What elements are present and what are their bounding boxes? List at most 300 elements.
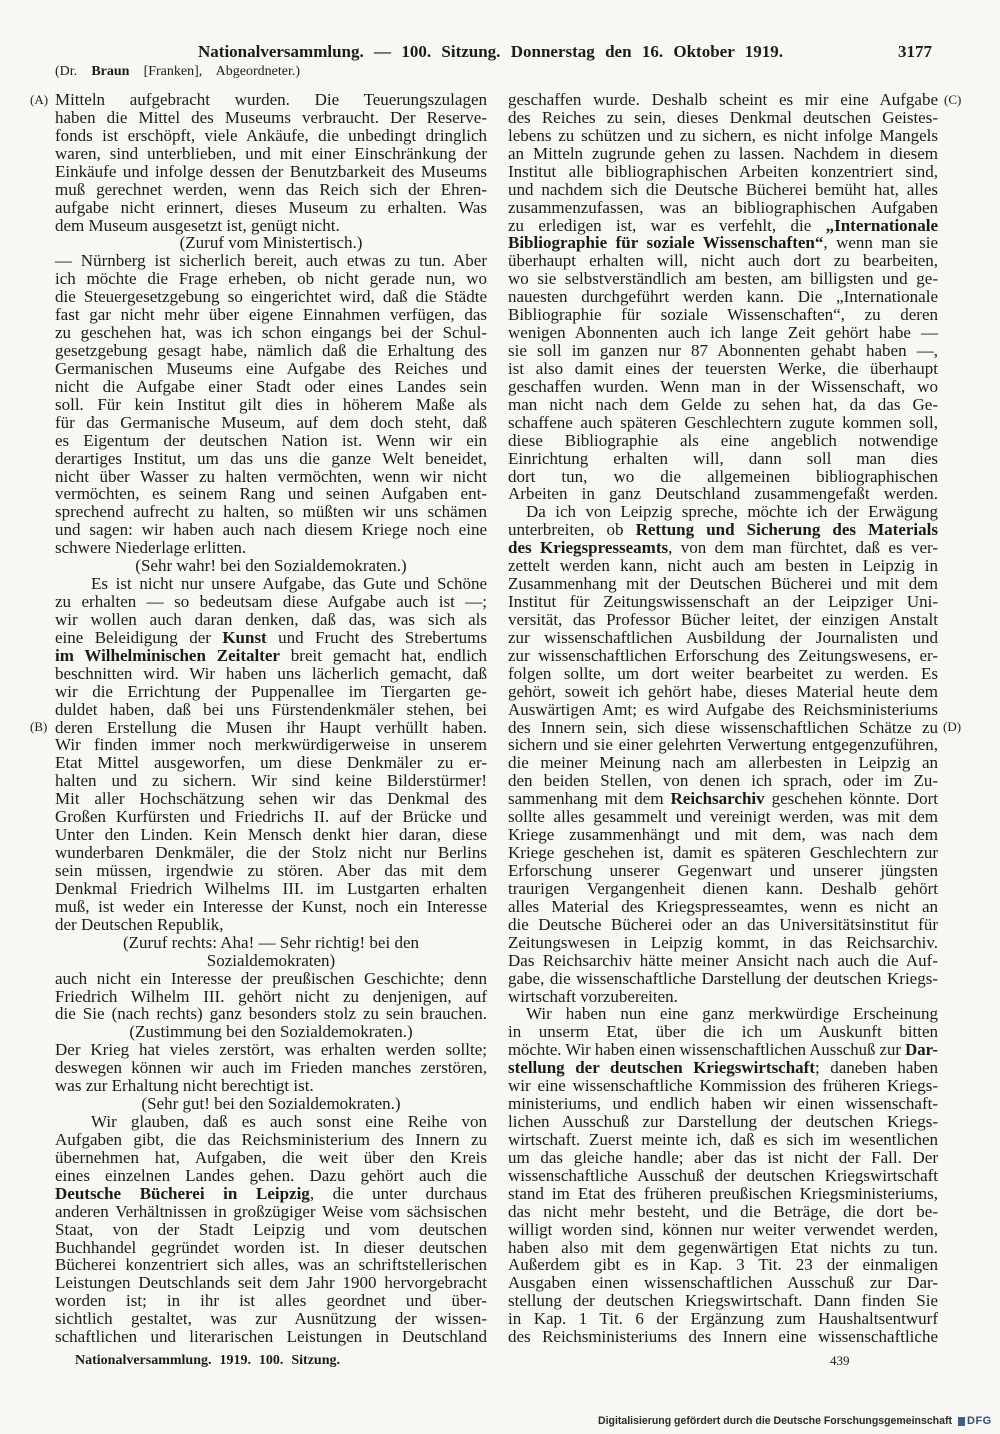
text-line [508, 593, 938, 611]
text-line [55, 790, 487, 808]
text-line-content: schaftlichen und literarischen Leistungen in Deutschland [55, 1327, 487, 1347]
text-line [55, 736, 487, 754]
text-line-content: sichtlich gestaltet, was zur Ausnützung der wissen- [55, 1309, 487, 1329]
bold-emphasis: Braun [91, 64, 130, 79]
speaker-note-text: (Dr. Braun [Franken], Abgeordneter.) [55, 64, 300, 79]
text-line [55, 503, 487, 521]
text-line [508, 503, 938, 521]
text-line [55, 916, 487, 934]
text-line-content: Mitteln aufgebracht wurden. Die Teuerungszulagen [55, 90, 487, 109]
text-line-content: lichen Ausschuß zur Darstellung der deutschen Kriegs- [508, 1112, 938, 1131]
text-line-content: Unter den Linden. Kein Mensch denkt hier daran, diese [55, 825, 487, 845]
text-line [55, 1292, 487, 1310]
text-line [55, 485, 487, 503]
text-line-content: eine Beleidigung der Kunst und Frucht des Strebertums [55, 627, 488, 647]
text-line [508, 432, 938, 450]
text-line-content: des Reichsministeriums des Innern eine wissenschaftliche [508, 1327, 938, 1347]
text-line-content: wir die Errichtung der Puppenallee im Tiergarten ge- [55, 681, 487, 701]
text-line-content: in unserm Etat, über die ich um Auskunft bitten [508, 1022, 938, 1042]
text-line [55, 1149, 487, 1167]
text-line [55, 862, 487, 880]
text-line [55, 557, 487, 575]
digitization-credit-text: Digitalisierung gefördert durch die Deutsche Forschungsgemeinschaft [598, 1415, 952, 1427]
text-line-content: Staat, von der Stadt Leipzig und vom deutschen [55, 1219, 487, 1239]
bold-emphasis: des Kriegspresseamts [508, 538, 669, 558]
bold-emphasis: im Wilhelminischen Zeitalter [55, 645, 280, 665]
text-line-content: des Kriegspresseamts, von dem man fürchtet, daß es ver- [508, 538, 938, 558]
text-line [55, 1256, 487, 1274]
text-line [508, 396, 938, 414]
text-line [55, 898, 487, 916]
text-line [508, 1185, 938, 1203]
text-line-content: aufgabe nicht erinnert, dieses Museum zu erhalten. Was [55, 197, 487, 217]
text-line [508, 1059, 938, 1077]
text-line [55, 217, 487, 235]
text-line [508, 701, 938, 719]
text-line [508, 1095, 938, 1113]
text-line-content: möchte. Wir haben einen wissenschaftlichen Ausschuß zur Dar- [508, 1040, 938, 1060]
text-line-content: zu erhalten — so bedeutsam diese Aufgabe auch ist —; [55, 592, 487, 612]
text-line-content: wenigen Abonnenten auch ich lange Zeit gehört habe — [508, 323, 938, 343]
text-line [508, 1023, 938, 1041]
text-line [55, 719, 487, 737]
text-line [55, 288, 487, 306]
text-line [55, 1059, 487, 1077]
text-line-content: muß, ist weder ein Interesse der Kunst, noch ein Interesse [55, 896, 487, 916]
text-line [508, 1221, 938, 1239]
text-line [55, 1310, 487, 1328]
header-title-text: Nationalversammlung. — 100. Sitzung. Donnerstag den 16. Oktober 1919. [198, 42, 783, 61]
text-line [55, 1203, 487, 1221]
text-line [55, 1113, 487, 1131]
text-line [508, 485, 938, 503]
text-line [55, 683, 487, 701]
text-line-content: Denkmal Friedrich Wilhelms III. im Lustgarten erhalten [55, 878, 487, 898]
text-line [55, 593, 487, 611]
text-line [508, 1328, 938, 1346]
text-line [55, 342, 487, 360]
text-line-content: deswegen können wir auch im Frieden manches zerstören, [55, 1058, 487, 1078]
text-line-content: ich möchte die Frage erheben, ob nicht gerade nun, wo [55, 269, 487, 289]
text-line-content: stellung der deutschen Kriegswirtschaft; daneben haben [508, 1058, 939, 1078]
text-line [508, 234, 938, 252]
text-line [55, 1167, 487, 1185]
text-line [508, 217, 938, 235]
text-line [55, 234, 487, 252]
dfg-logo-mark-icon [958, 1417, 965, 1426]
digitization-credit [598, 1413, 968, 1429]
text-line [508, 450, 938, 468]
text-line [508, 808, 938, 826]
text-line-content: Da ich von Leipzig spreche, möchte ich der Erwägung [526, 502, 938, 522]
text-line-content: überhaupt erhalten will, nicht auch dort zu bearbeiten, [508, 251, 938, 271]
text-line [508, 898, 938, 916]
text-line-content: Es ist nicht nur unsere Aufgabe, das Gute und Schöne [91, 574, 487, 594]
text-line-content: Bibliographie für soziale Wissenschaften“, wenn man sie [508, 233, 938, 253]
text-line [508, 880, 938, 898]
text-line-content: es Eigentum der deutschen Nation ist. Wenn wir ein [55, 430, 487, 450]
text-line-content: zur wissenschaftlichen Erforschung des Zeitungswesens, er- [508, 645, 938, 665]
text-line-content: (Zuruf rechts: Aha! — Sehr richtig! bei den [123, 932, 419, 952]
text-line-content: wir eine wissenschaftliche Kommission des früheren Kriegs- [508, 1076, 938, 1096]
text-line-content: und sagen: wir haben auch nach diesem Kriege noch eine [55, 520, 487, 540]
text-line-content: man nicht nach dem Gelde zu sehen hat, da das Ge- [508, 394, 938, 414]
text-line-content: diese Bibliographie als eine angeblich notwendige [508, 430, 938, 450]
text-line [55, 199, 487, 217]
dfg-logo [958, 1412, 996, 1430]
text-line-content: geschaffen wurde. Deshalb scheint es mir eine Aufgabe [508, 90, 938, 109]
text-line [508, 629, 938, 647]
text-line-content: beschnitten wird. Wir haben uns lächerlich gemacht, daß [55, 663, 487, 683]
text-line-content: Deutsche Bücherei in Leipzig, die unter durchaus [55, 1183, 487, 1203]
text-line-content: duldet haben, daß bei uns Fürstendenkmäler stehen, bei [55, 699, 487, 719]
text-line [55, 109, 487, 127]
text-line [508, 91, 938, 109]
text-line-content: der Deutschen Republik, [55, 914, 224, 934]
text-line [55, 1131, 487, 1149]
text-line [55, 1185, 487, 1203]
text-line-content: Institut für Zeitungswissenschaft an der Leipziger Uni- [508, 592, 938, 612]
text-line [508, 1256, 938, 1274]
text-line [55, 450, 487, 468]
text-line [508, 360, 938, 378]
text-line [55, 468, 487, 486]
text-line [508, 1113, 938, 1131]
text-line-content: nicht die Aufgabe einer Stadt oder eines Landes sein [55, 376, 487, 396]
text-line-content: (Sehr gut! bei den Sozialdemokraten.) [141, 1094, 401, 1114]
text-line-content: Wir glauben, daß es auch sonst eine Reihe von [91, 1112, 487, 1131]
text-line-content: was zur Erhaltung nicht berechtigt ist. [55, 1076, 314, 1096]
text-line [55, 844, 487, 862]
text-line [55, 665, 487, 683]
margin-marker-c: (C) [944, 92, 962, 107]
text-line-content: Zusammenhang mit der Deutschen Bücherei und mit dem [508, 574, 938, 594]
text-line-content: halten und zu sichern. Wir sind keine Bilderstürmer! [55, 771, 487, 791]
text-line-content: versität, das Professor Bücher leitet, der einzigen Anstalt [508, 609, 938, 629]
text-line [55, 360, 487, 378]
bold-emphasis: „Internationale [825, 215, 938, 235]
text-line-content: Ausgaben einen wissenschaftlichen Ausschuß zur Dar- [508, 1273, 938, 1293]
text-line-content: waren, sind unterblieben, und mit einer Einschränkung der [55, 143, 487, 163]
text-line [508, 324, 938, 342]
text-line [508, 468, 938, 486]
text-line [508, 665, 938, 683]
text-line [508, 862, 938, 880]
text-line-content: eines einzelnen Landes gehen. Dazu gehört auch die [55, 1165, 487, 1185]
text-line [508, 1005, 938, 1023]
text-line [508, 934, 938, 952]
text-line [55, 539, 487, 557]
footer-session-text: Nationalversammlung. 1919. 100. Sitzung. [75, 1353, 340, 1368]
text-line-content: in Kap. 1 Tit. 6 der Ergänzung zum Haushaltsentwurf [508, 1309, 938, 1329]
text-line [55, 91, 487, 109]
text-line [55, 934, 487, 952]
text-line [55, 1239, 487, 1257]
text-line [508, 1077, 938, 1095]
text-line-content: Bücherei konzentriert sich alles, was an schriftstellerischen [55, 1255, 487, 1275]
text-line-content: auch nicht ein Interesse der preußischen Geschichte; denn [55, 968, 487, 988]
text-line-content: des Reiches zu sein, dieses Denkmal deutschen Geistes- [508, 107, 938, 127]
text-line [55, 754, 487, 772]
text-line [508, 988, 938, 1006]
text-line-content: Arbeiten in ganz Deutschland zusammengefaßt werden. [508, 484, 938, 504]
text-line [508, 736, 938, 754]
text-line-content: fonds ist erschöpft, viele Ankäufe, die unbedingt dringlich [55, 125, 487, 145]
text-line-content: das nicht mehr besteht, und die Beträge, die dort be- [508, 1201, 938, 1221]
footer-sheet-number: 439 [830, 1353, 850, 1368]
text-line-content: die Steuergesetzgebung so eingerichtet wird, daß die Städte [55, 287, 487, 307]
text-line-content: unterbreiten, ob Rettung und Sicherung des Materials [508, 520, 938, 540]
text-line-content: derartiges Institut, um das uns die ganze Welt beneidet, [55, 448, 487, 468]
text-line-content: Sozialdemokraten) [206, 950, 336, 970]
text-line-content: sein müssen, irgendwie zu stören. Aber das mit dem [55, 860, 487, 880]
text-line-content: Einkäufe und infolge dessen der Benutzbarkeit des Museums [55, 161, 487, 181]
text-line [508, 952, 938, 970]
text-line [508, 1203, 938, 1221]
text-line-content: Das Reichsarchiv hätte meiner Ansicht nach auch die Auf- [508, 950, 938, 970]
text-line [508, 575, 938, 593]
text-line-content: (Zuruf vom Ministertisch.) [179, 233, 363, 253]
text-line [55, 145, 487, 163]
text-line-content: sie soll im ganzen nur 87 Abonnenten gehabt haben —, [508, 341, 938, 361]
text-line [55, 396, 487, 414]
margin-marker-b: (B) [30, 719, 48, 734]
text-line [508, 1239, 938, 1257]
text-line [508, 109, 938, 127]
text-line-content: die Sie (nach rechts) ganz besonders stolz zu sein brauchen. [55, 1004, 487, 1024]
text-line-content: alles Material des Kriegspresseamtes, wenn es nicht an [508, 896, 938, 916]
text-line-content: schwere Niederlage erlitten. [55, 538, 247, 558]
text-line [508, 557, 938, 575]
text-line [508, 611, 938, 629]
text-line [508, 1149, 938, 1167]
text-line [55, 970, 487, 988]
text-line [55, 414, 487, 432]
text-line [508, 181, 938, 199]
text-line [55, 521, 487, 539]
text-line [508, 772, 938, 790]
text-line [508, 719, 938, 737]
text-line-content: für das Germanische Museum, auf dem doch steht, daß [55, 412, 487, 432]
text-line [55, 306, 487, 324]
text-line [55, 880, 487, 898]
text-line [55, 1274, 487, 1292]
text-line [508, 1310, 938, 1328]
text-line [508, 1274, 938, 1292]
text-line-content: Einrichtung erhalten will, dann soll man dies [508, 448, 938, 468]
text-line [55, 181, 487, 199]
bold-emphasis: Deutsche Bücherei in Leipzig [55, 1183, 310, 1203]
text-line-content: worden ist; in ihr ist alles geordnet und über- [55, 1291, 487, 1311]
text-line [55, 324, 487, 342]
text-line-content: wirtschaft. Zuerst meinte ich, daß es sich im wesentlichen [508, 1129, 938, 1149]
text-line [508, 1167, 938, 1185]
text-line [508, 1292, 938, 1310]
text-line-content: nauesten durchgeführt werden kann. Die „Internationale [508, 287, 938, 307]
text-line-content: Erforschung unserer Gegenwart und unserer jüngsten [508, 860, 938, 880]
text-line-content: wirtschaft vorzubereiten. [508, 986, 678, 1006]
text-line [508, 1131, 938, 1149]
text-line [55, 163, 487, 181]
text-line [55, 1077, 487, 1095]
text-line-content: haben die Mittel des Museums verbraucht. Der Reserve- [55, 107, 487, 127]
text-line-content: zettelt werden kann, nicht auch am besten in Leipzig in [508, 556, 938, 576]
text-line [55, 1041, 487, 1059]
text-line [55, 127, 487, 145]
text-line [508, 378, 938, 396]
text-line-content: Wir haben nun eine ganz merkwürdige Erscheinung [526, 1004, 938, 1024]
bold-emphasis: Reichsarchiv [670, 789, 765, 809]
text-line [508, 844, 938, 862]
text-line-content: fast gar nicht mehr über eigene Einnahmen verfügen, das [55, 305, 487, 325]
text-line [55, 270, 487, 288]
text-line [508, 145, 938, 163]
bold-emphasis: Bibliographie für soziale Wissenschaften“ [508, 233, 824, 253]
text-line [508, 647, 938, 665]
text-line-content: sollte alles gesammelt und vereinigt werden, was mit dem [508, 807, 938, 827]
text-line-content: Außerdem gibt es in Kap. 3 Tit. 23 der einmaligen [508, 1255, 938, 1275]
text-line-content: Wir finden immer noch merkwürdigerweise in unserem [55, 735, 487, 755]
text-line-content: zusammenzufassen, was an bibliographischen Aufgaben [508, 197, 938, 217]
text-line-content: stand im Etat des früheren preußischen Kriegsministeriums, [508, 1183, 938, 1203]
text-line-content: vermöchten, es seinem Rang und seinen Aufgaben ent- [55, 484, 487, 504]
text-line-content: folgen sollte, um dort weiter bearbeitet zu werden. Es [508, 663, 938, 683]
text-line-content: gehört, soweit ich gehört habe, dieses Material heute dem [508, 681, 938, 701]
text-line [55, 808, 487, 826]
text-line [508, 754, 938, 772]
text-line-content: zu erledigen ist, war es verfehlt, die „Internationale [508, 215, 938, 235]
text-line-content: Institut alle bibliographischen Arbeiten konzentriert sind, [508, 161, 938, 181]
bold-emphasis: Rettung und Sicherung des Materials [635, 520, 938, 540]
text-line-content: stellung der deutschen Kriegswirtschaft. Dann finden Sie [508, 1291, 938, 1311]
text-line-content: zur wissenschaftlichen Ausbildung der Journalisten und [508, 627, 938, 647]
text-line-content: deren Erstellung die Musen ihr Haupt verhüllt haben. [55, 717, 487, 737]
text-line-content: Kriege zusammenhängt und mit dem, was nach dem [508, 825, 938, 845]
text-line [508, 163, 938, 181]
text-line-content: dort tun, wo die allgemeinen bibliographischen [508, 466, 938, 486]
text-line-content: Großen Kurfürsten und Friedrichs II. auf der Brücke und [55, 807, 487, 827]
text-line [508, 539, 938, 557]
text-line-content: des Innern sein, sich diese wissenschaftlichen Schätze zu [508, 717, 938, 737]
text-line-content: Der Krieg hat vieles zerstört, was erhalten werden sollte; [55, 1040, 487, 1060]
text-line-content: (Zustimmung bei den Sozialdemokraten.) [129, 1022, 413, 1042]
text-line-content: geschaffen wurden. Wenn man in der Wissenschaft, wo [508, 376, 938, 396]
text-line [55, 772, 487, 790]
text-line-content: wunderbaren Denkmäler, die der Stolz nicht nur Berlins [55, 843, 487, 863]
text-line [55, 629, 487, 647]
text-line-content: und nachdem sich die Deutsche Bücherei bemüht hat, alles [508, 179, 938, 199]
text-line [508, 342, 938, 360]
text-line [55, 647, 487, 665]
text-line [508, 826, 938, 844]
text-line-content: Aufgaben gibt, die das Reichsministerium des Innern zu [55, 1129, 487, 1149]
text-line-content: um das gleiche handle; aber das ist nicht der Fall. Der [508, 1147, 938, 1167]
text-line [508, 288, 938, 306]
text-line-content: Kriege geschehen ist, damit es späteren Geschlechtern zur [508, 843, 938, 863]
margin-marker-d: (D) [943, 719, 962, 734]
text-line-content: sichern und sie einer gelehrten Verwertung entgegenzuführen, [508, 735, 938, 755]
text-line [55, 988, 487, 1006]
text-line [55, 378, 487, 396]
text-line [55, 611, 487, 629]
text-line-content: nicht über Wasser zu halten vermöchten, wenn wir nicht [55, 466, 487, 486]
text-line-content: ministeriums, und endlich haben wir einen wissenschaft- [508, 1094, 938, 1114]
text-line [55, 952, 487, 970]
text-line-content: im Wilhelminischen Zeitalter breit gemacht hat, endlich [55, 645, 487, 665]
text-line [508, 306, 938, 324]
text-line-content: Zeitungswesen in Leipzig kommt, in das Reichsarchiv. [508, 932, 938, 952]
text-line-content: — Nürnberg ist sicherlich bereit, auch etwas zu tun. Aber [55, 251, 487, 271]
left-column [55, 91, 487, 1347]
text-line-content: traurigen Vergangenheit dienen kann. Deshalb gehört [508, 878, 938, 898]
text-line-content: Etat Mittel ausgeworfen, um diese Denkmäler zu er- [55, 753, 487, 773]
text-line-content: schaffene auch späteren Geschlechtern zugute kommen soll, [508, 412, 938, 432]
text-line [55, 1005, 487, 1023]
right-column [508, 91, 938, 1347]
text-line [55, 252, 487, 270]
text-line-content: gesetzgebung gesagt habe, nämlich daß die Erhaltung des [55, 341, 487, 361]
text-line-content: wissenschaftliche Ausschuß der deutschen Kriegswirtschaft [508, 1165, 938, 1185]
bold-emphasis: Kunst [222, 627, 267, 647]
text-line [508, 790, 938, 808]
text-line-content: dem Museum ausgesetzt ist, genügt nicht. [55, 215, 340, 235]
text-line [55, 1221, 487, 1239]
text-line-content: willigt worden sind, können nur weiter verwendet werden, [508, 1219, 938, 1239]
text-line [508, 252, 938, 270]
margin-marker-a: (A) [30, 92, 49, 107]
header-title [198, 42, 783, 62]
text-line [55, 575, 487, 593]
text-line [508, 199, 938, 217]
dfg-logo-text: DFG [967, 1415, 992, 1427]
text-line-content: übernehmen hat, Aufgaben, die weit über den Kreis [55, 1147, 487, 1167]
text-line [55, 1328, 487, 1346]
text-line-content: Buchhandel gegründet worden ist. In dieser deutschen [55, 1237, 487, 1257]
text-line-content: Germanischen Museums eine Aufgabe des Reiches und [55, 358, 487, 378]
speaker-note [55, 63, 300, 81]
text-line-content: Bibliographie für soziale Wissenschaften“, zu deren [508, 305, 938, 325]
text-line-content: anderen Verhältnissen in großzügiger Weise vom sächsischen [55, 1201, 487, 1221]
text-line-content: sammenhang mit dem Reichsarchiv geschehen könnte. Dort [508, 789, 938, 809]
text-line [508, 1041, 938, 1059]
text-line [55, 1095, 487, 1113]
text-line [55, 826, 487, 844]
page-number: 3177 [898, 42, 932, 61]
text-line-content: (Sehr wahr! bei den Sozialdemokraten.) [135, 556, 407, 576]
text-line-content: zu geschehen hat, was ich schon eingangs bei der Schul- [55, 323, 487, 343]
text-line [508, 521, 938, 539]
text-line [508, 270, 938, 288]
footer-session [75, 1352, 340, 1370]
text-line-content: die meiner Meinung nach am allerbesten in Leipzig an [508, 753, 938, 773]
text-line [55, 701, 487, 719]
text-line-content: soll. Für kein Institut gilt dies in höherem Maße als [55, 394, 487, 414]
text-line-content: wo sie selbstverständlich am besten, am billigsten und ge- [508, 269, 938, 289]
text-line-content: gabe, die wissenschaftliche Darstellung der deutschen Kriegs- [508, 968, 938, 988]
text-line-content: Friedrich Wilhelm III. gehört nicht zu denjenigen, auf [55, 986, 487, 1006]
bold-emphasis: stellung der deutschen Kriegswirtschaft [508, 1058, 816, 1078]
text-line-content: lebens zu schützen und zu sichern, es nicht infolge Mangels [508, 125, 938, 145]
text-line [508, 970, 938, 988]
text-line-content: die Deutsche Bücherei oder an das Universitätsinstitut für [508, 914, 938, 934]
text-line [508, 683, 938, 701]
text-line-content: Leistungen Deutschlands seit dem Jahr 1900 hervorgebracht [55, 1273, 487, 1293]
text-line-content: Auswärtigen Amt; es wird Aufgabe des Reichsministeriums [508, 699, 938, 719]
bold-emphasis: Dar- [905, 1040, 938, 1060]
text-line-content: Mit aller Hochschätzung sehen wir das Denkmal des [55, 789, 487, 809]
text-line [55, 1023, 487, 1041]
text-line-content: sprechend aufrecht zu halten, so müßten wir uns schämen [55, 502, 487, 522]
